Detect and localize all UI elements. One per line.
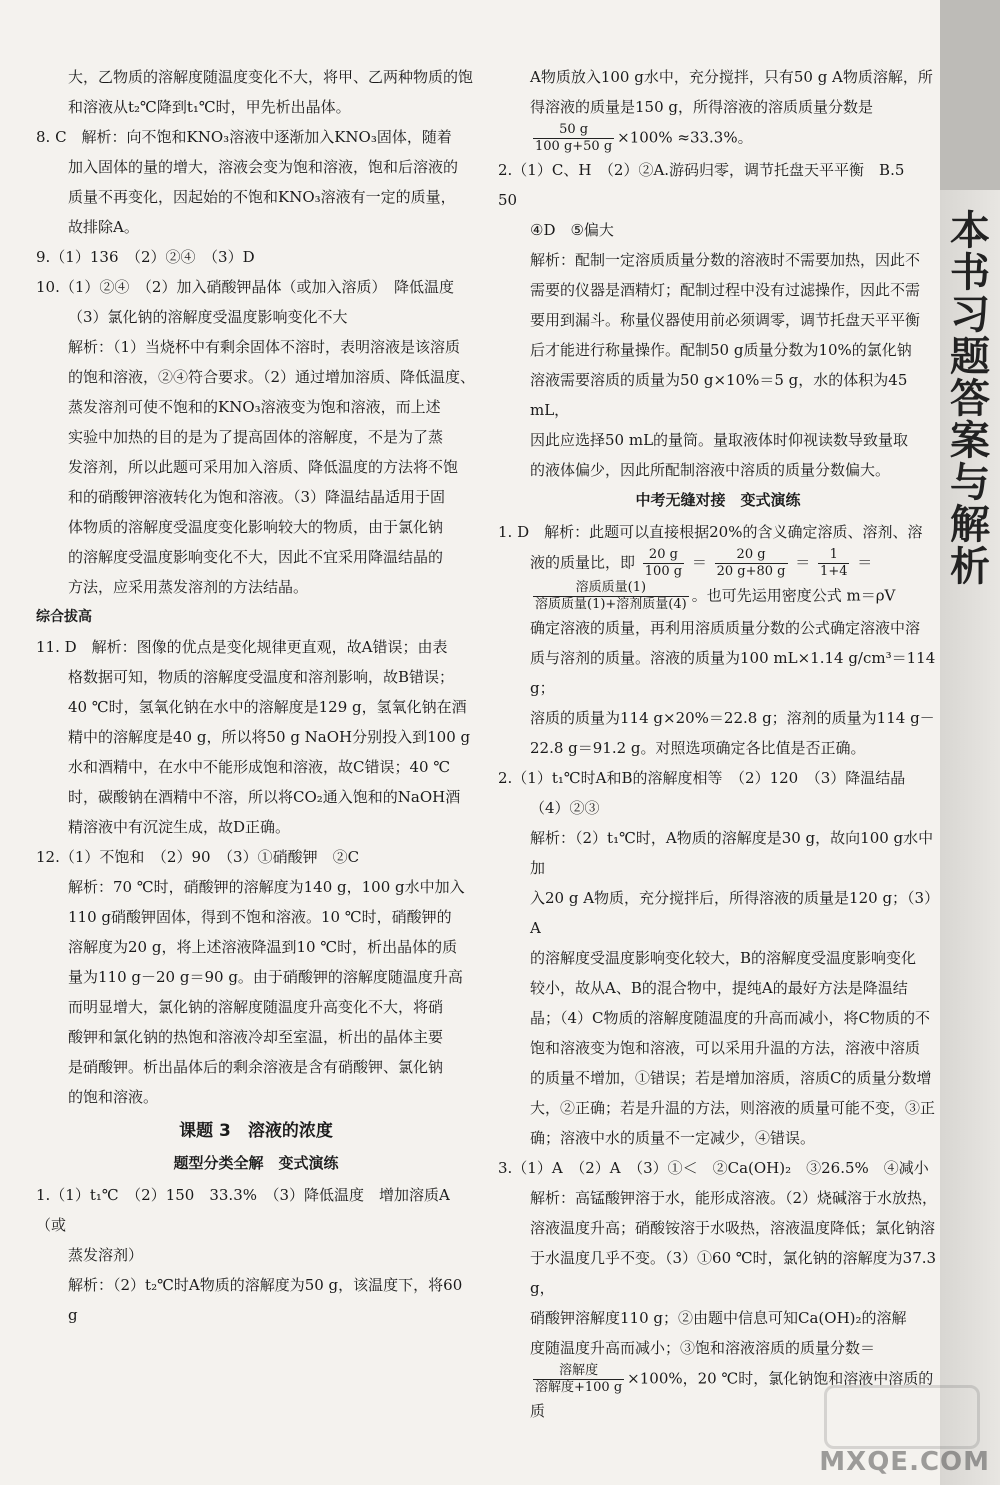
equals-sign: ＝ [687, 553, 712, 572]
text-line: 蒸发溶剂可使不饱和的KNO₃溶液变为饱和溶液，而上述 [68, 398, 441, 416]
text-line: 9.（1）136 （2）②④ （3）D [36, 248, 255, 266]
fraction-denominator: 100 g+50 g [535, 139, 613, 154]
text-line: 解析：（1）当烧杯中有剩余固体不溶时，表明溶液是该溶质 [68, 338, 461, 356]
text-line: 酸钾和氯化钠的热饱和溶液冷却至室温，析出的晶体主要 [68, 1028, 444, 1046]
text-line: 大，乙物质的溶解度随温度变化不大，将甲、乙两种物质的饱 [68, 68, 474, 86]
text-line: 实验中加热的目的是为了提高固体的溶解度，不是为了蒸 [68, 428, 444, 446]
text-line: 3.（1）A （2）A （3）①＜ ②Ca(OH)₂ ③26.5% ④减小 [498, 1159, 929, 1177]
text-line: 的饱和溶液。 [68, 1088, 159, 1106]
text-line: 硝酸钾溶解度110 g；②由题中信息可知Ca(OH)₂的溶解 [530, 1309, 907, 1327]
equals-sign: ＝ [790, 553, 816, 572]
text-line: 大，②正确；若是升温的方法，则溶液的质量可能不变，③正 [530, 1099, 936, 1117]
text-line: 得溶液的质量是150 g，所得溶液的溶质质量分数是 [530, 98, 874, 116]
text-line: ④D ⑤偏大 [530, 221, 614, 239]
fraction [643, 547, 684, 580]
fraction [533, 122, 614, 155]
section-subtitle: 中考无缝对接 变式演练 [635, 491, 801, 509]
text-line: 精溶液中有沉淀生成，故D正确。 [68, 818, 291, 836]
fraction-denominator: 溶质质量(1)+溶剂质量(4) [535, 597, 687, 612]
fraction [533, 1363, 624, 1396]
text-line: 的液体偏少，因此所配制溶液中溶质的质量分数偏大。 [530, 461, 891, 479]
text-line: 8. C 解析：向不饱和KNO₃溶液中逐渐加入KNO₃固体，随着 [36, 128, 452, 146]
fraction-numerator: 20 g [715, 547, 788, 564]
formula-text: ×100%，20 ℃时，氯化钠饱和溶液中溶质的质 [530, 1369, 934, 1420]
fraction [818, 547, 849, 580]
text-line: 加入固体的量的增大，溶液会变为饱和溶液，饱和后溶液的 [68, 158, 459, 176]
text-line: 发溶剂，所以此题可采用加入溶质、降低温度的方法将不饱 [68, 458, 459, 476]
sidebar-title: 本书习题答案与解析 [950, 208, 990, 590]
watermark-logo [824, 1385, 980, 1449]
text-line: 晶；（4）C物质的溶解度随温度的升高而减小，将C物质的不 [530, 1009, 931, 1027]
text-line: 时，碳酸钠在酒精中不溶，所以将CO₂通入饱和的NaOH酒 [68, 788, 461, 806]
text-line: 110 g硝酸钾固体，得到不饱和溶液。10 ℃时，硝酸钾的 [68, 908, 452, 926]
text-line: 的溶解度受温度影响变化不大，因此不宜采用降温结晶的 [68, 548, 444, 566]
text-line: 2.（1）t₁℃时A和B的溶解度相等 （2）120 （3）降温结晶 [498, 769, 906, 787]
formula-text: 液的质量比，即 [530, 553, 640, 572]
text-line: 饱和溶液变为饱和溶液，可以采用升温的方法，溶液中溶质 [530, 1039, 921, 1057]
text-line: 溶液温度升高；硝酸铵溶于水吸热，溶液温度降低；氯化钠溶 [530, 1219, 936, 1237]
text-line: 1.（1）t₁℃ （2）150 33.3% （3）降低温度 增加溶质A（或 [36, 1186, 450, 1234]
text-line: 质量不再变化，因起始的不饱和KNO₃溶液有一定的质量， [68, 188, 456, 206]
fraction-numerator: 溶解度 [533, 1363, 624, 1380]
text-line: 的溶解度受温度影响变化较大，B的溶解度受温度影响变化 [530, 949, 917, 967]
text-line: 于水温度几乎不变。（3）①60 ℃时，氯化钠的溶解度为37.3 g， [530, 1249, 937, 1297]
fraction-denominator: 溶解度+100 g [535, 1380, 623, 1395]
fraction-numerator: 20 g [643, 547, 684, 564]
fraction [715, 547, 788, 580]
text-line: 解析：配制一定溶质质量分数的溶液时不需要加热，因此不 [530, 251, 921, 269]
text-line: 而明显增大，氯化钠的溶解度随温度升高变化不大，将硝 [68, 998, 444, 1016]
left-column [36, 62, 476, 1330]
text-line: 要用到漏斗。称量仪器使用前必须调零，调节托盘天平平衡 [530, 311, 921, 329]
formula-line [498, 122, 938, 155]
text-line: 后才能进行称量操作。配制50 g质量分数为10%的氯化钠 [530, 341, 912, 359]
text-line: 和溶液从t₂℃降到t₁℃时，甲先析出晶体。 [68, 98, 351, 116]
text-line: 水和酒精中，在水中不能形成饱和溶液，故C错误；40 ℃ [68, 758, 451, 776]
equals-sign: ＝ [852, 553, 873, 572]
text-line: 故排除A。 [68, 218, 139, 236]
watermark-text: MXQE.COM [819, 1447, 990, 1477]
right-column [498, 62, 938, 1426]
section-subtitle: 题型分类全解 变式演练 [173, 1154, 339, 1172]
fraction [533, 580, 689, 613]
fraction-numerator: 50 g [533, 122, 614, 139]
text-line: （3）氯化钠的溶解度受温度影响变化不大 [68, 308, 348, 326]
text-line: 精中的溶解度是40 g，所以将50 g NaOH分别投入到100 g [68, 728, 471, 746]
text-line: 解析：高锰酸钾溶于水，能形成溶液。（2）烧碱溶于水放热， [530, 1189, 938, 1207]
text-line: 入20 g A物质，充分搅拌后，所得溶液的质量是120 g；（3）A [530, 889, 932, 937]
text-line: 体物质的溶解度受温度变化影响较大的物质，由于氯化钠 [68, 518, 444, 536]
text-line: 2.（1）C、H （2）②A.游码归零，调节托盘天平平衡 B.5 50 [498, 161, 920, 209]
text-line: A物质放入100 g水中，充分搅拌，只有50 g A物质溶解，所 [530, 68, 933, 86]
formula-line [498, 547, 938, 580]
answer-sidebar [940, 0, 1000, 1485]
text-line: 解析：（2）t₂℃时A物质的溶解度为50 g，该温度下，将60 g [68, 1276, 463, 1324]
text-line: 解析：（2）t₁℃时，A物质的溶解度是30 g，故向100 g水中加 [530, 829, 934, 877]
text-line: 需要的仪器是酒精灯；配制过程中没有过滤操作，因此不需 [530, 281, 921, 299]
text-line: 1. D 解析：此题可以直接根据20%的含义确定溶质、溶剂、溶 [498, 523, 923, 541]
text-line: 溶质的质量为114 g×20%＝22.8 g；溶剂的质量为114 g－ [530, 709, 935, 727]
fraction-numerator: 1 [818, 547, 849, 564]
text-line: 解析：70 ℃时，硝酸钾的溶解度为140 g，100 g水中加入 [68, 878, 465, 896]
formula-line [498, 580, 938, 613]
text-line: （4）②③ [530, 799, 600, 817]
text-line: 因此应选择50 mL的量筒。量取液体时仰视读数导致量取 [530, 431, 909, 449]
text-line: 方法，应采用蒸发溶剂的方法结晶。 [68, 578, 309, 596]
text-line: 12.（1）不饱和 （2）90 （3）①硝酸钾 ②C [36, 848, 360, 866]
formula-text: ×100% ≈33.3%。 [617, 128, 753, 147]
text-line: 的饱和溶液，②④符合要求。（2）通过增加溶质、降低温度、 [68, 368, 476, 386]
text-line: 较小，故从A、B的混合物中，提纯A的最好方法是降温结 [530, 979, 908, 997]
text-line: 质与溶剂的质量。溶液的质量为100 mL×1.14 g/cm³＝114 g； [530, 649, 936, 697]
text-line: 量为110 g－20 g＝90 g。由于硝酸钾的溶解度随温度升高 [68, 968, 463, 986]
text-line: 溶液需要溶质的质量为50 g×10%＝5 g，水的体积为45 mL， [530, 371, 908, 419]
text-line: 格数据可知，物质的溶解度受温度和溶剂影响，故B错误； [68, 668, 455, 686]
fraction-numerator: 溶质质量(1) [533, 580, 689, 597]
text-line: 确定溶液的质量，再利用溶质质量分数的公式确定溶液中溶 [530, 619, 921, 637]
text-line: 22.8 g＝91.2 g。对照选项确定各比值是否正确。 [530, 739, 866, 757]
fraction-denominator: 1+4 [820, 564, 848, 579]
lesson-title: 课题 3 溶液的浓度 [179, 1121, 333, 1141]
text-line: 确；溶液中水的质量不一定减少，④错误。 [530, 1129, 816, 1147]
section-heading: 综合拔高 [36, 609, 92, 625]
fraction-denominator: 100 g [644, 564, 683, 579]
text-line: 11. D 解析：图像的优点是变化规律更直观，故A错误；由表 [36, 638, 448, 656]
text-line: 的质量不增加，①错误；若是增加溶质，溶质C的质量分数增 [530, 1069, 932, 1087]
text-line: 度随温度升高而减小；③饱和溶液溶质的质量分数＝ [530, 1339, 876, 1357]
text-line: 溶解度为20 g，将上述溶液降温到10 ℃时，析出晶体的质 [68, 938, 458, 956]
text-line: 蒸发溶剂） [68, 1246, 144, 1264]
sidebar-top-band [940, 0, 1000, 190]
formula-text: 。也可先运用密度公式 m＝ρV [691, 586, 896, 605]
text-line: 和的硝酸钾溶液转化为饱和溶液。（3）降温结晶适用于固 [68, 488, 446, 506]
fraction-denominator: 20 g+80 g [716, 564, 786, 579]
text-line: 10.（1）②④ （2）加入硝酸钾晶体（或加入溶质） 降低温度 [36, 278, 454, 296]
text-line: 40 ℃时，氢氧化钠在水中的溶解度是129 g，氢氧化钠在酒 [68, 698, 467, 716]
text-line: 是硝酸钾。析出晶体后的剩余溶液是含有硝酸钾、氯化钠 [68, 1058, 444, 1076]
